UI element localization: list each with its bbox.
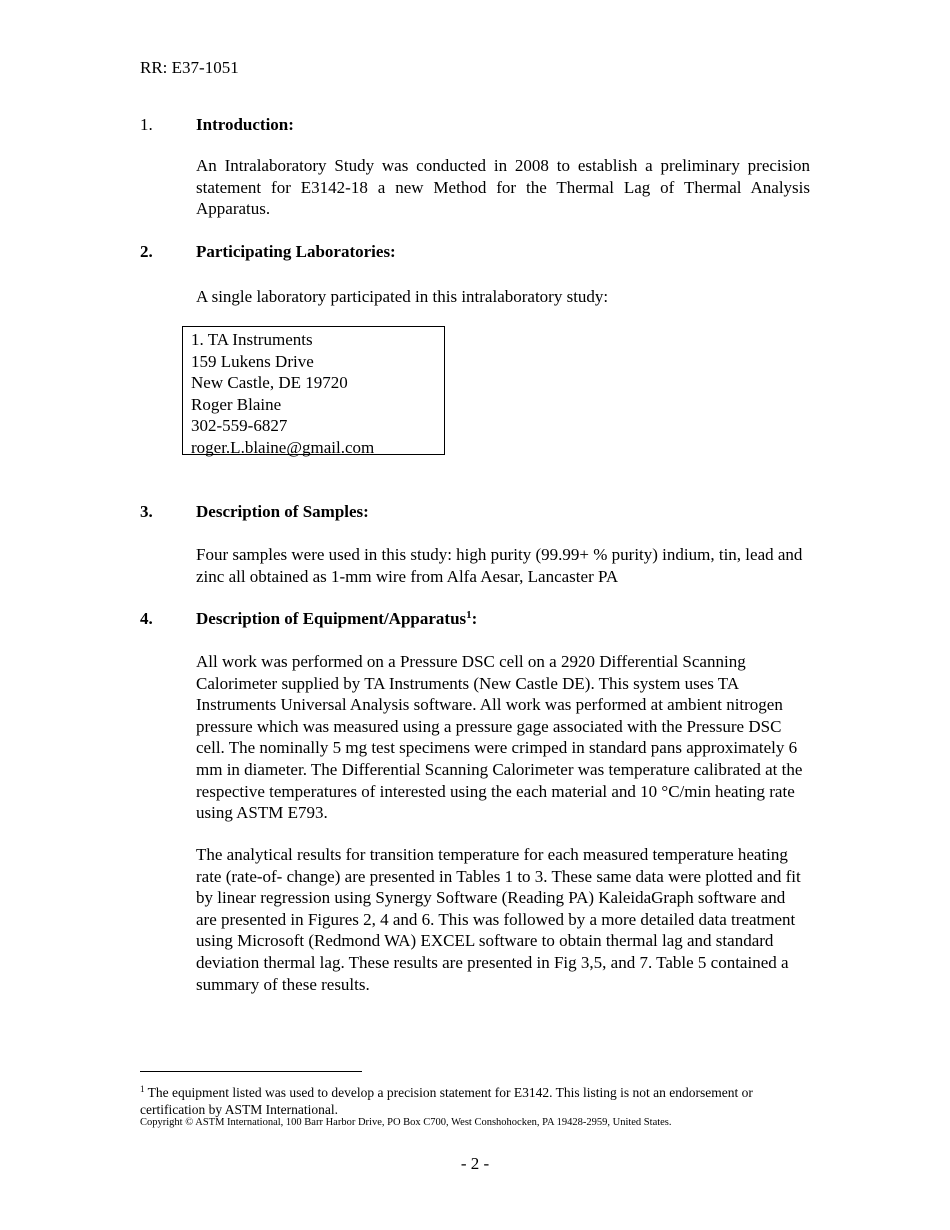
footnote [140,1081,820,1118]
section-3-number: 3. [140,502,153,521]
section-1-number: 1. [140,115,153,134]
section-2-title: Participating Laboratories: [196,242,396,261]
section-1-paragraph: An Intralaboratory Study was conducted in 2008 to establish a preliminary precision statement for E3142-18 a new Method for the Thermal Lag of Thermal Analysis Apparatus. [196,156,810,219]
section-1-title: Introduction: [196,115,294,134]
section-4-title-text: Description of Equipment/Apparatus [196,609,467,628]
section-4-title-suffix: : [471,609,478,628]
section-3-title: Description of Samples: [196,502,369,521]
address-line: 159 Lukens Drive [191,351,314,371]
section-4-paragraph-2: The analytical results for transition temperature for each measured temperature heating rate (rate-of- change) are presented in Tables 1 to 3. These same data were plotted and fit by linear regression using Synergy Software (Reading PA) KaleidaGraph software and are presented in Figures 2, 4 and 6. This was followed by a more detailed data treatment using Microsoft (Redmond WA) EXCEL software to obtain thermal lag and standard deviation thermal lag. These results are presented in Fig 3,5, and 7. Table 5 contained a summary of these results. [196,845,801,994]
section-4-title [196,609,477,629]
page-number: - 2 - [460,1154,490,1173]
report-id: RR: E37-1051 [140,58,239,77]
address-box [182,326,445,455]
copyright-notice: Copyright © ASTM International, 100 Barr Harbor Drive, PO Box C700, West Conshohocken, PA 19428-2959, United States. [140,1117,672,1128]
address-line: 1. TA Instruments [191,330,313,349]
footnote-text: The equipment listed was used to develop a precision statement for E3142. This listing is not an endorsement or certification by ASTM International. [140,1085,753,1117]
section-3-paragraph: Four samples were used in this study: high purity (99.99+ % purity) indium, tin, lead and zinc all obtained as 1-mm wire from Alfa Aesar, Lancaster PA [196,545,803,586]
section-2-number: 2. [140,242,153,261]
section-2-paragraph: A single laboratory participated in this intralaboratory study: [196,287,609,306]
footnote-reference: 1 [466,609,472,621]
section-4-paragraph-1: All work was performed on a Pressure DSC cell on a 2920 Differential Scanning Calorimeter supplied by TA Instruments (New Castle DE). This system uses TA Instruments Universal Analysis software. All work was performed at ambient nitrogen pressure which was measured using a pressure gage associated with the Pressure DSC cell. The nominally 5 mg test specimens were crimped in standard pans approximately 6 mm in diameter. The Differential Scanning Calorimeter was temperature calibrated at the respective temperatures of interested using the each material and 10 °C/min heating rate using ASTM E793. [196,652,803,823]
address-line: Roger Blaine [191,394,282,414]
footnote-marker: 1 [140,1084,145,1094]
footnote-divider [140,1071,362,1072]
address-line: New Castle, DE 19720 [191,373,348,393]
address-email: roger.L.blaine@gmail.com [191,437,375,457]
section-4-number: 4. [140,609,153,628]
address-line: 302-559-6827 [191,416,288,436]
